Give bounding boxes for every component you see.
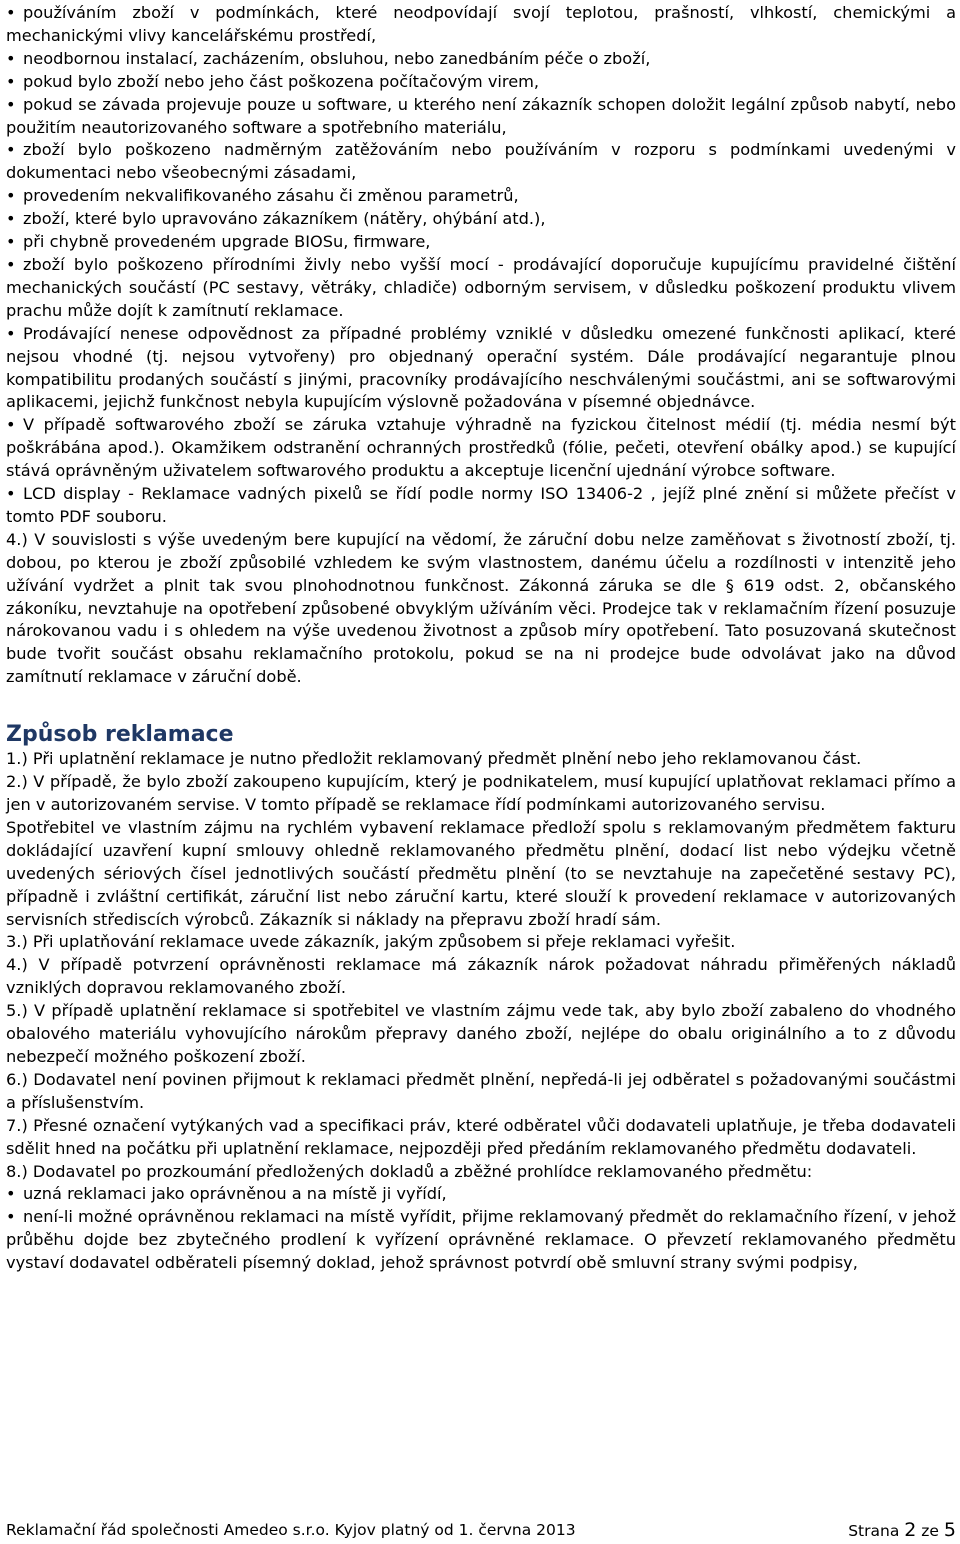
paragraph: 5.) V případě uplatnění reklamace si spotřebitel ve vlastním zájmu vede tak, aby bylo zboží zabaleno do vhodného obalového materiálu vyhovujícího nárokům přepravy daného zboží, nejlépe do obalu originálního a to z důvodu nebezpečí možného poškození zboží. [6, 1001, 956, 1066]
bullet-item: • neodbornou instalací, zacházením, obsluhou, nebo zanedbáním péče o zboží, [6, 48, 956, 71]
paragraph: 8.) Dodavatel po prozkoumání předložených dokladů a zběžné prohlídce reklamovaného předmětu: [6, 1161, 813, 1181]
page-footer [6, 1520, 956, 1540]
bullet-item: • používáním zboží v podmínkách, které neodpovídají svojí teplotou, prašností, vlhkostí, chemickými a mechanickými vlivy kancelářskému prostředí, [6, 2, 956, 48]
bullet-item: • zboží bylo poškozeno přírodními živly nebo vyšší mocí - prodávající doporučuje kupujícímu pravidelné čištění mechanických součástí (PC sestavy, větráky, chladiče) odborným servisem, v důsledku poškození produktu vlivem prachu může dojít k zamítnutí reklamace. [6, 254, 956, 323]
paragraph: 6.) Dodavatel není povinen přijmout k reklamaci předmět plnění, nepředá-li jej odběratel s požadovanými součástmi a příslušenstvím. [6, 1069, 956, 1112]
paragraph: 3.) Při uplatňování reklamace uvede zákazník, jakým způsobem si přeje reklamaci vyřešit. [6, 932, 736, 952]
bullet-item: • není-li možné oprávněnou reklamaci na místě vyřídit, přijme reklamovaný předmět do reklamačního řízení, v jehož průběhu dojde bez zbytečného prodlení k vyřízení oprávněné reklamace. O převzetí reklamovaného předmětu vystaví dodavatel odběrateli písemný doklad, jehož správnost potvrdí obě smluvní strany svými podpisy, [6, 1206, 956, 1275]
footer-document-title: Reklamační řád společnosti Amedeo s.r.o. Kyjov platný od 1. června 2013 [6, 1521, 576, 1539]
document-page [6, 2, 956, 1275]
bullet-item: • při chybně provedeném upgrade BIOSu, firmware, [6, 231, 956, 254]
bullet-item: • zboží, které bylo upravováno zákazníkem (nátěry, ohýbání atd.), [6, 208, 956, 231]
paragraph: 2.) V případě, že bylo zboží zakoupeno kupujícím, který je podnikatelem, musí kupující uplatňovat reklamaci přímo a jen v autorizovaném servise. V tomto případě se reklamace řídí podmínkami autorizovaného servisu. [6, 772, 956, 814]
bullet-item: • provedením nekvalifikovaného zásahu či změnou parametrů, [6, 185, 956, 208]
bullet-item: • LCD display - Reklamace vadných pixelů se řídí podle normy ISO 13406-2 , jejíž plné znění si můžete přečíst v tomto PDF souboru. [6, 483, 956, 529]
bullet-item: • pokud se závada projevuje pouze u software, u kterého není zákazník schopen doložit legální způsob nabytí, nebo použitím neautorizovaného software a spotřebního materiálu, [6, 94, 956, 140]
paragraph: Spotřebitel ve vlastním zájmu na rychlém vybavení reklamace předloží spolu s reklamovaným předmětem fakturu dokládající uzavření kupní smlouvy ohledně reklamovaného předmětu plnění, dodací list nebo výdejku včetně uvedených sériových čísel jednotlivých součástí předmětu plnění (to se nevztahuje na zapečetěné sestavy PC), případně i zvláštní certifikát, záruční list nebo záruční kartu, které slouží k provedení reklamace v autorizovaných servisních střediscích výrobců. Zákazník si náklady na přepravu zboží hradí sám. [6, 817, 956, 929]
bullet-item: • V případě softwarového zboží se záruka vztahuje výhradně na fyzickou čitelnost médií (tj. média nesmí být poškrábána apod.). Okamžikem odstranění ochranných prostředků (fólie, pečeti, otevření obálky apod.) se kupující stává oprávněným uživatelem softwarového produktu a akceptuje licenční ujednání výrobce software. [6, 414, 956, 483]
paragraph: 4.) V případě potvrzení oprávněnosti reklamace má zákazník nárok požadovat náhradu přiměřených nákladů vzniklých dopravou reklamovaného zboží. [6, 955, 956, 998]
bullet-item: • zboží bylo poškozeno nadměrným zatěžováním nebo používáním v rozporu s podmínkami uvedenými v dokumentaci nebo všeobecnými zásadami, [6, 139, 956, 185]
complaint-procedure-section [6, 748, 956, 1275]
bullet-item: • pokud bylo zboží nebo jeho část poškozena počítačovým virem, [6, 71, 956, 94]
bullet-item: • uzná reklamaci jako oprávněnou a na místě ji vyřídí, [6, 1183, 956, 1206]
footer-page-number: Strana 2 ze 5 [848, 1519, 956, 1541]
paragraph: 7.) Přesné označení vytýkaných vad a specifikaci práv, které odběratel vůči dodavateli uplatňuje, je třeba dodavateli sdělit hned na počátku při uplatnění reklamace, nejpozději před předáním reklamovaného předmětu dodavateli. [6, 1115, 956, 1158]
paragraph: 1.) Při uplatnění reklamace je nutno předložit reklamovaný předmět plnění nebo jeho reklamovanou část. [6, 749, 862, 769]
section-heading: Způsob reklamace [6, 722, 234, 748]
bullet-item: • Prodávající nenese odpovědnost za případné problémy vzniklé v důsledku omezené funkčnosti aplikací, které nejsou vhodné (tj. nejsou vytvořeny) pro objednaný operační systém. Dále prodávající negarantuje plnou kompatibilitu prodaných součástí s jinými, pracovníky prodávajícího neschválenými součástmi, ani se softwarovými aplikacemi, jejichž funkčnost nebyla kupujícím výslovně požadována v písemné objednávce. [6, 323, 956, 415]
paragraph: 4.) V souvislosti s výše uvedeným bere kupující na vědomí, že záruční dobu nelze zaměňovat s životností zboží, tj. dobou, po kterou je zboží způsobilé vzhledem ke svým vlastnostem, danému účelu a rozdílnosti v intenzitě jeho užívání vydržet a plnit tak svou plnohodnotnou funkčnost. Zákonná záruka se dle § 619 odst. 2, občanského zákoníku, nevztahuje na opotřebení způsobené obvyklým užíváním věci. Prodejce tak v reklamačním řízení posuzuje nárokovanou vadu i s ohledem na výše uvedenou životnost a způsob míry opotřebení. Tato posuzovaná skutečnost bude tvořit součást obsahu reklamačního protokolu, pokud se na ni prodejce bude odvolávat jako na důvod zamítnutí reklamace v záruční době. [6, 529, 956, 687]
warranty-exclusions-section [6, 2, 956, 689]
